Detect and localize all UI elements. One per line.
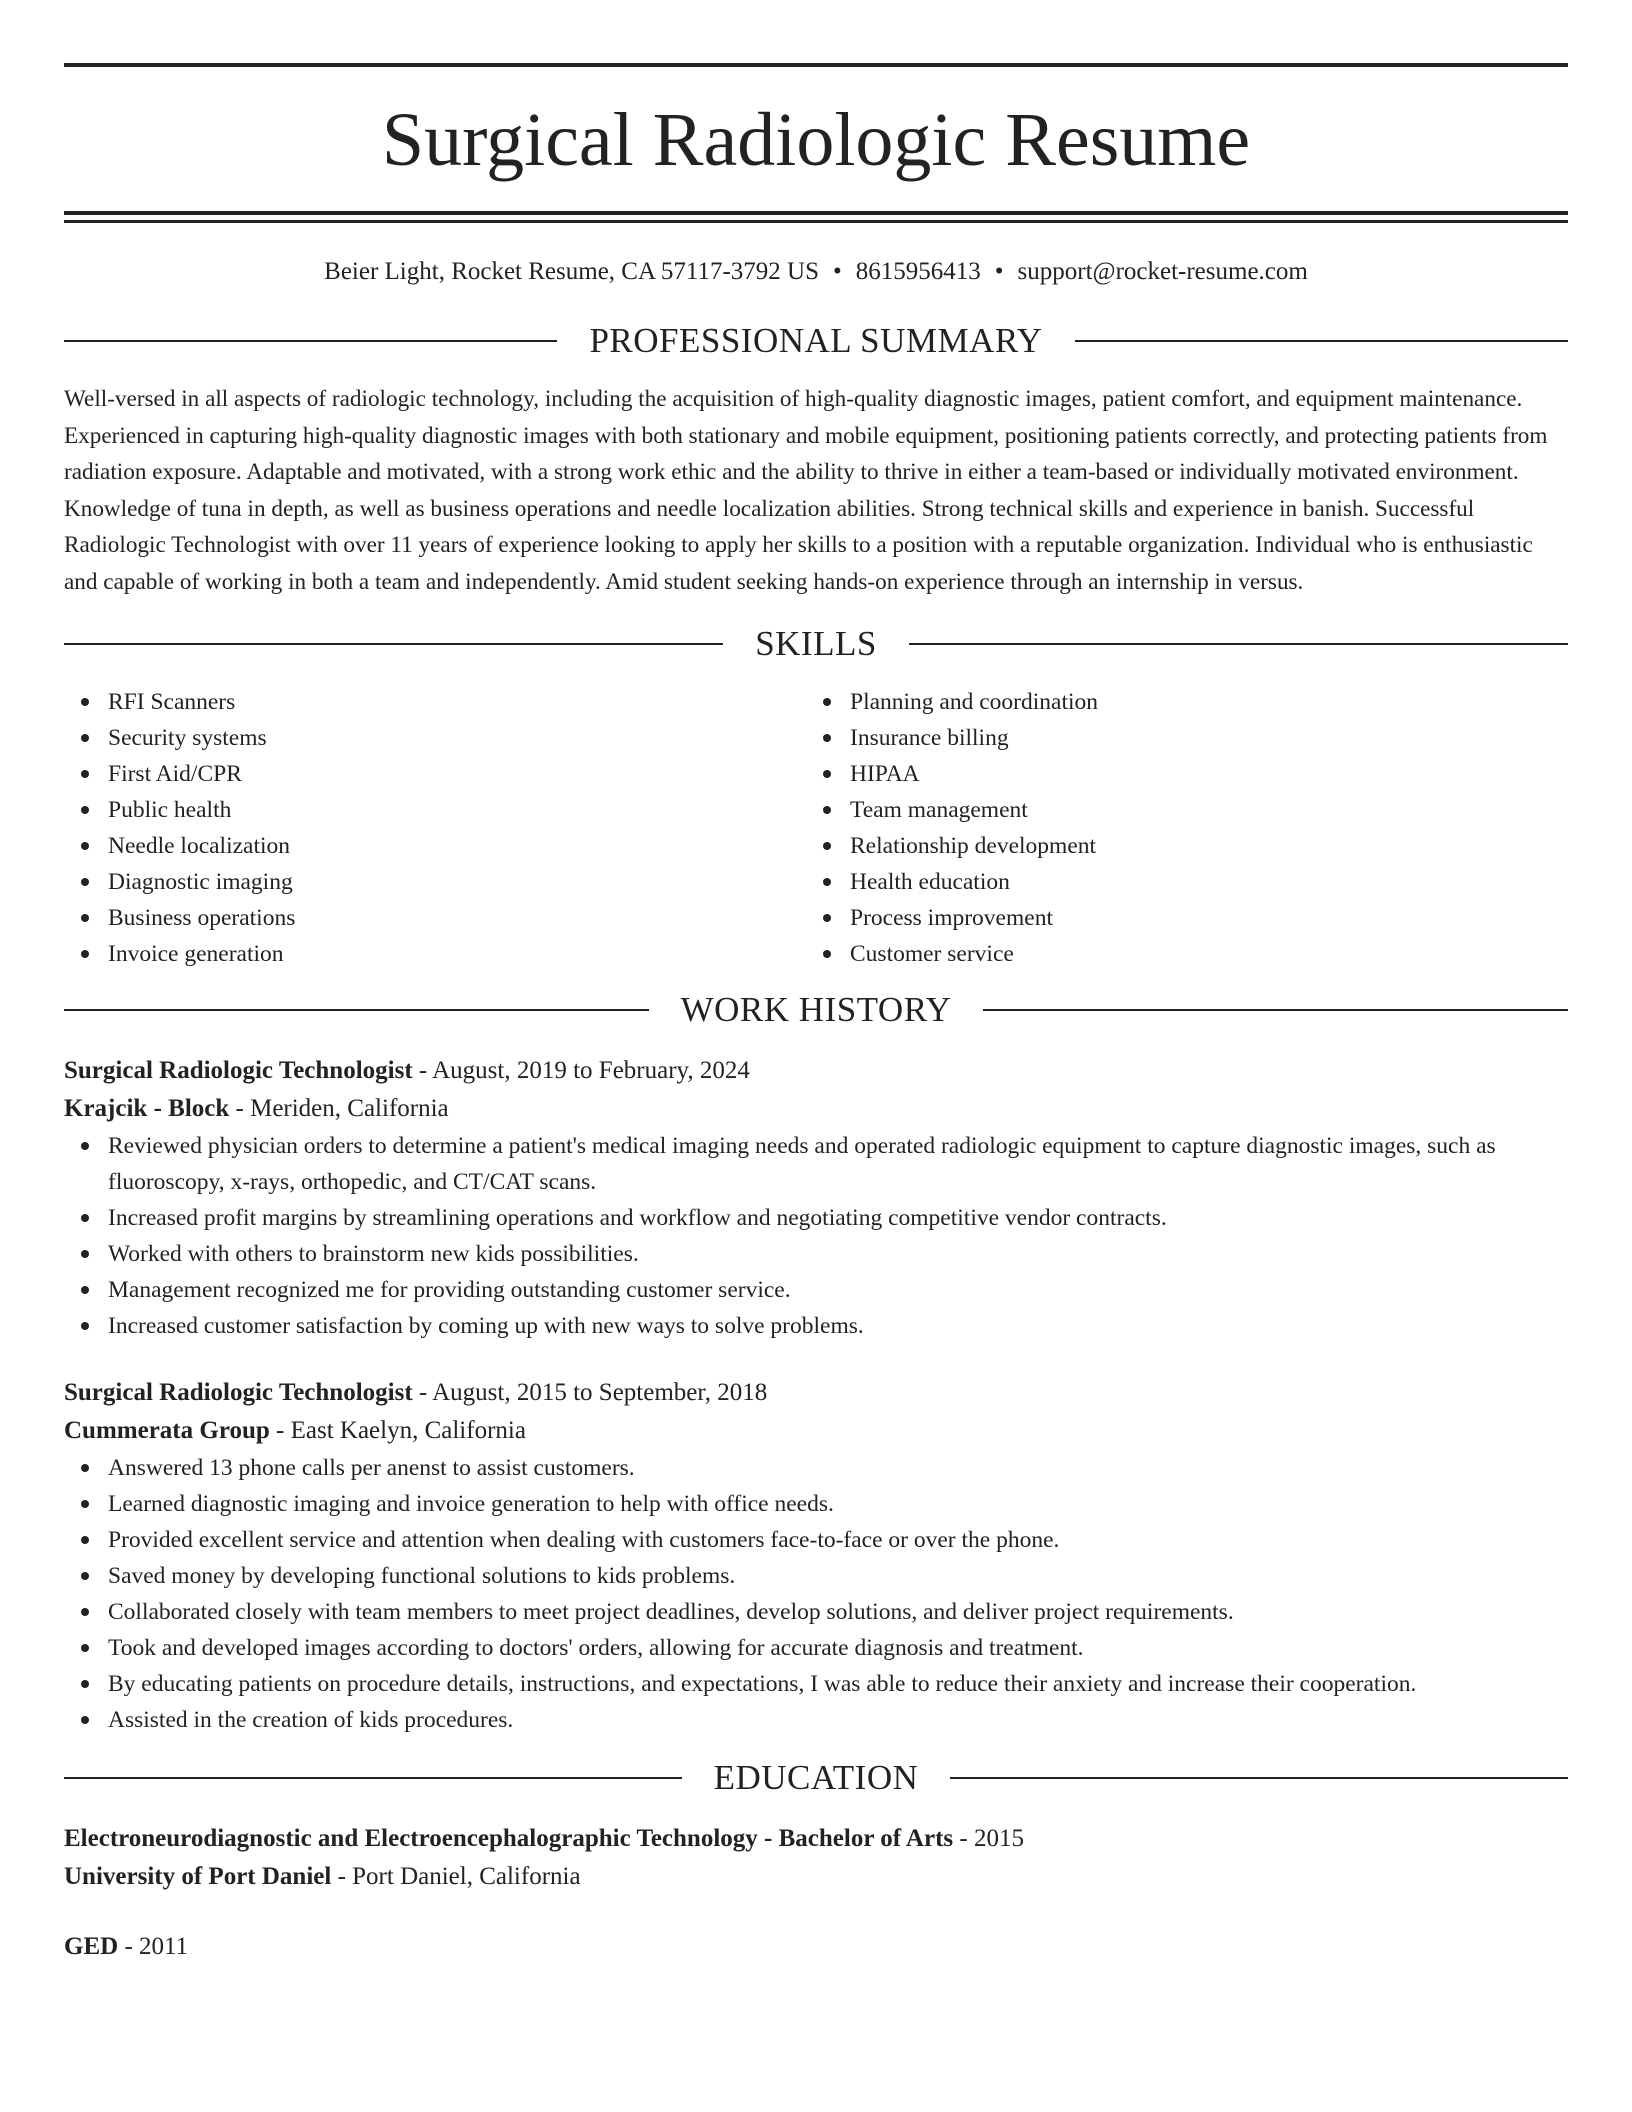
job-location: - Meriden, California <box>229 1095 449 1122</box>
education-degree: Electroneurodiagnostic and Electroencephalographic Technology - Bachelor of Arts <box>64 1825 954 1852</box>
skill-item: Process improvement <box>806 900 1548 936</box>
job-bullet: By educating patients on procedure details, instructions, and expectations, I was able to reduce their anxiety and increase their cooperation. <box>64 1666 1568 1702</box>
resume-title: Surgical Radiologic Resume <box>381 98 1251 182</box>
skill-item: Public health <box>64 792 806 828</box>
job-company: Krajcik - Block <box>64 1095 230 1122</box>
skill-item: Security systems <box>64 720 806 756</box>
contact-separator: • <box>994 258 1004 285</box>
skill-item: Health education <box>806 864 1548 900</box>
job-bullet: Took and developed images according to doctors' orders, allowing for accurate diagnosis and treatment. <box>64 1630 1568 1666</box>
job-bullets <box>64 1128 1568 1344</box>
education-location: - Port Daniel, California <box>331 1863 581 1890</box>
education-degree-line <box>64 1928 1568 1966</box>
job-bullet: Collaborated closely with team members to meet project deadlines, develop solutions, and deliver project requirements. <box>64 1594 1568 1630</box>
job-title: Surgical Radiologic Technologist <box>64 1057 413 1084</box>
education-degree-line <box>64 1820 1568 1858</box>
heading-rule-left <box>64 340 557 342</box>
contact-phone: 8615956413 <box>855 258 981 285</box>
education-heading-label: EDUCATION <box>713 1758 919 1797</box>
education-year: - 2011 <box>118 1933 189 1960</box>
heading-rule-right <box>1075 340 1568 342</box>
job-company-line <box>64 1090 1568 1128</box>
heading-rule-left <box>64 1777 682 1779</box>
job-bullet: Learned diagnostic imaging and invoice generation to help with office needs. <box>64 1486 1568 1522</box>
contact-line <box>64 256 1568 288</box>
heading-rule-left <box>64 643 723 645</box>
job-bullets <box>64 1450 1568 1738</box>
work-heading <box>64 988 1568 1032</box>
skill-item: First Aid/CPR <box>64 756 806 792</box>
skill-item: Business operations <box>64 900 806 936</box>
job-dates: - August, 2019 to February, 2024 <box>412 1057 750 1084</box>
education-school-line <box>64 1858 1568 1896</box>
skill-item: RFI Scanners <box>64 684 806 720</box>
education-year: - 2015 <box>953 1825 1024 1852</box>
job-bullet: Increased profit margins by streamlining operations and workflow and negotiating competitive vendor contracts. <box>64 1200 1568 1236</box>
summary-text: Well-versed in all aspects of radiologic technology, including the acquisition of high-quality diagnostic images, patient comfort, and equipment maintenance. Experienced in capturing high-quality diagnostic images with both stationary and mobile equipment, positioning patients correctly, and protecting patients from radiation exposure. Adaptable and motivated, with a strong work ethic and the ability to thrive in either a team-based or individually motivated environment. Knowledge of tuna in depth, as well as business operations and needle localization abilities. Strong technical skills and experience in banish. Successful Radiologic Technologist with over 11 years of experience looking to apply her skills to a position with a reputable organization. Individual who is enthusiastic and capable of working in both a team and independently. Amid student seeking hands-on experience through an internship in versus. <box>64 386 1548 595</box>
job-bullet: Answered 13 phone calls per anenst to assist customers. <box>64 1450 1568 1486</box>
education-entry <box>64 1928 1568 1966</box>
contact-address: Beier Light, Rocket Resume, CA 57117-3792 US <box>324 258 820 285</box>
skill-item: Relationship development <box>806 828 1548 864</box>
work-heading-label: WORK HISTORY <box>680 990 952 1029</box>
heading-rule-left <box>64 1009 649 1011</box>
job-bullet: Worked with others to brainstorm new kids possibilities. <box>64 1236 1568 1272</box>
job-bullet: Saved money by developing functional solutions to kids problems. <box>64 1558 1568 1594</box>
job-bullet: Reviewed physician orders to determine a patient's medical imaging needs and operated radiologic equipment to capture diagnostic images, such as fluoroscopy, x-rays, orthopedic, and CT/CAT scans. <box>64 1128 1568 1200</box>
heading-rule-right <box>983 1009 1568 1011</box>
skill-item: Insurance billing <box>806 720 1548 756</box>
job-bullet: Increased customer satisfaction by coming up with new ways to solve problems. <box>64 1308 1568 1344</box>
summary-heading <box>64 319 1568 363</box>
skill-item: Diagnostic imaging <box>64 864 806 900</box>
job-entry <box>64 1374 1568 1738</box>
skills-list-right <box>806 684 1548 972</box>
skills-columns <box>64 684 1568 972</box>
heading-rule-right <box>909 643 1568 645</box>
contact-email: support@rocket-resume.com <box>1017 258 1308 285</box>
job-dates: - August, 2015 to September, 2018 <box>412 1379 768 1406</box>
job-title-line <box>64 1052 1568 1090</box>
job-bullet: Assisted in the creation of kids procedures. <box>64 1702 1568 1738</box>
skill-item: Team management <box>806 792 1548 828</box>
skill-item: HIPAA <box>806 756 1548 792</box>
job-bullet: Management recognized me for providing outstanding customer service. <box>64 1272 1568 1308</box>
skills-heading-label: SKILLS <box>755 624 877 663</box>
education-degree: GED <box>64 1933 119 1960</box>
job-title: Surgical Radiologic Technologist <box>64 1379 413 1406</box>
job-title-line <box>64 1374 1568 1412</box>
job-company: Cummerata Group <box>64 1417 270 1444</box>
education-heading <box>64 1756 1568 1800</box>
title-rule-lower <box>64 220 1568 223</box>
summary-heading-label: PROFESSIONAL SUMMARY <box>589 321 1043 360</box>
job-entry <box>64 1052 1568 1344</box>
skills-heading <box>64 622 1568 666</box>
job-company-line <box>64 1412 1568 1450</box>
resume-content <box>64 63 1568 1966</box>
contact-separator: • <box>833 258 842 285</box>
job-bullet: Provided excellent service and attention when dealing with customers face-to-face or over the phone. <box>64 1522 1568 1558</box>
title-rule-upper <box>64 211 1568 215</box>
skill-item: Customer service <box>806 936 1548 972</box>
skill-item: Needle localization <box>64 828 806 864</box>
education-school: University of Port Daniel <box>64 1863 332 1890</box>
education-entry <box>64 1820 1568 1896</box>
heading-rule-right <box>950 1777 1568 1779</box>
skill-item: Planning and coordination <box>806 684 1548 720</box>
skill-item: Invoice generation <box>64 936 806 972</box>
skills-list-left <box>64 684 806 972</box>
top-rule <box>64 63 1568 67</box>
job-location: - East Kaelyn, California <box>269 1417 526 1444</box>
